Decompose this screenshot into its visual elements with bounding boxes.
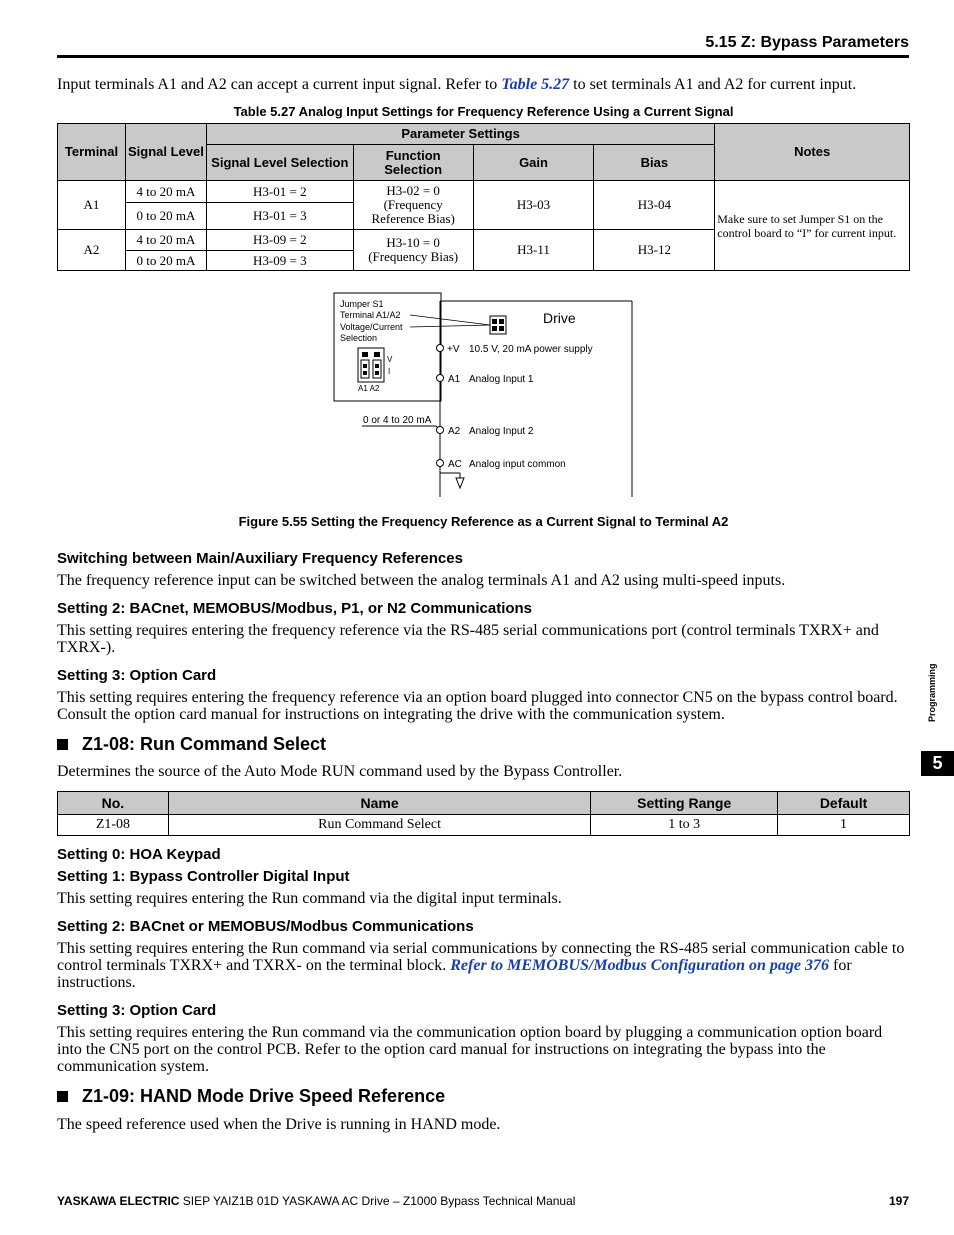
jumper-label-2: Terminal A1/A2 bbox=[340, 310, 401, 320]
jumper-s1-icon bbox=[358, 348, 384, 382]
section-title: 5.15 Z: Bypass Parameters bbox=[705, 34, 909, 51]
cell-name: Run Command Select bbox=[168, 815, 590, 836]
terminal-ac bbox=[437, 460, 444, 467]
pointer-line bbox=[410, 325, 490, 327]
z1-08-table bbox=[57, 791, 910, 836]
footer bbox=[57, 1194, 575, 1208]
switching-body: The frequency reference input can be switched between the analog terminals A1 and A2 using multi-speed inputs. bbox=[57, 572, 786, 589]
terminal-pv bbox=[437, 345, 444, 352]
jumper-v-label: V bbox=[387, 355, 393, 364]
ac-desc: Analog input common bbox=[469, 459, 566, 470]
section-bullet-icon bbox=[57, 1091, 68, 1102]
z1-08-body: Determines the source of the Auto Mode RUN command used by the Bypass Controller. bbox=[57, 763, 623, 780]
cell-function: H3-10 = 0 (Frequency Bias) bbox=[353, 230, 473, 271]
jumper-a1a2-label: A1 A2 bbox=[358, 384, 380, 393]
wiring-figure bbox=[0, 280, 954, 505]
setting2-comm-body: This setting requires entering the frequency reference via the RS-485 serial communications port (control terminals TXRX+ and TXRX-). bbox=[57, 622, 879, 656]
setting1-heading: Setting 1: Bypass Controller Digital Input bbox=[57, 868, 350, 885]
intro-text: Input terminals A1 and A2 can accept a current input signal. Refer to bbox=[57, 76, 502, 93]
header-no: No. bbox=[58, 792, 169, 815]
z1-09-body: The speed reference used when the Drive is running in HAND mode. bbox=[57, 1116, 501, 1133]
setting3-run-heading: Setting 3: Option Card bbox=[57, 1002, 217, 1019]
z1-09-heading bbox=[57, 1086, 445, 1107]
table-caption: Table 5.27 Analog Input Settings for Frequency Reference Using a Current Signal bbox=[233, 104, 734, 119]
header-notes: Notes bbox=[715, 124, 910, 181]
a2-desc: Analog Input 2 bbox=[469, 426, 534, 437]
cell-range: 1 to 3 bbox=[591, 815, 778, 836]
setting2-run-text-after: for instructions. bbox=[57, 957, 852, 991]
a1-desc: Analog Input 1 bbox=[469, 374, 534, 385]
header-signal-level: Signal Level bbox=[125, 124, 206, 181]
cell-level: 4 to 20 mA bbox=[125, 181, 206, 203]
jumper-i-label: I bbox=[388, 367, 391, 376]
header-signal-level-selection: Signal Level Selection bbox=[206, 145, 353, 181]
header-rule bbox=[57, 55, 909, 58]
chapter-tab: 5 bbox=[921, 751, 954, 776]
cell-terminal: A2 bbox=[58, 230, 126, 271]
table-row bbox=[58, 815, 910, 836]
analog-input-table bbox=[57, 123, 910, 271]
a1-label: A1 bbox=[448, 374, 461, 385]
drive-label: Drive bbox=[543, 310, 576, 326]
intro-text-after: to set terminals A1 and A2 for current input. bbox=[569, 76, 857, 93]
cell-level: 0 to 20 mA bbox=[125, 251, 206, 271]
cell-default: 1 bbox=[778, 815, 910, 836]
cell-level: 0 to 20 mA bbox=[125, 203, 206, 230]
cell-level: 4 to 20 mA bbox=[125, 230, 206, 251]
header-default: Default bbox=[778, 792, 910, 815]
setting0-heading: Setting 0: HOA Keypad bbox=[57, 846, 221, 863]
z1-09-heading-text: Z1-09: HAND Mode Drive Speed Reference bbox=[82, 1086, 446, 1106]
chapter-tab-label: Programming bbox=[927, 663, 937, 722]
jumper-label-4: Selection bbox=[340, 333, 378, 343]
switching-heading: Switching between Main/Auxiliary Frequency References bbox=[57, 550, 463, 567]
setting3-run-body: This setting requires entering the Run command via the communication option board by plugging a communication option board into the CN5 port on the control PCB. Refer to the option card manual for instructions on integrating the bypass into the communication system. bbox=[57, 1024, 883, 1075]
setting2-run-body bbox=[57, 940, 910, 991]
ground-symbol-icon bbox=[440, 467, 464, 488]
section-bullet-icon bbox=[57, 739, 68, 750]
pv-desc: 10.5 V, 20 mA power supply bbox=[469, 344, 593, 355]
setting2-run-text: This setting requires entering the Run command via serial communications by connecting the RS-485 serial communication cable to control terminals TXRX+ and TXRX- on the terminal block. bbox=[57, 940, 905, 974]
header-bias: Bias bbox=[594, 145, 715, 181]
header-terminal: Terminal bbox=[58, 124, 126, 181]
header-name: Name bbox=[168, 792, 590, 815]
cell-gain: H3-11 bbox=[473, 230, 594, 271]
intro-paragraph bbox=[57, 76, 910, 93]
setting3-option-body: This setting requires entering the frequency reference via an option board plugged into connector CN5 on the bypass control board. Consult the option card manual for instructions on integrating the drive with the communication system. bbox=[57, 689, 898, 723]
terminal-a1 bbox=[437, 375, 444, 382]
cell-selection: H3-01 = 2 bbox=[206, 181, 353, 203]
cell-bias: H3-12 bbox=[594, 230, 715, 271]
cell-selection: H3-09 = 3 bbox=[206, 251, 353, 271]
cell-notes: Make sure to set Jumper S1 on the control board to “I” for current input. bbox=[715, 181, 910, 271]
cell-function: H3-02 = 0 (Frequency Reference Bias) bbox=[353, 181, 473, 230]
setting2-run-heading: Setting 2: BACnet or MEMOBUS/Modbus Communications bbox=[57, 918, 474, 935]
header-function-selection: Function Selection bbox=[353, 145, 473, 181]
terminal-a2 bbox=[437, 427, 444, 434]
cell-no: Z1-08 bbox=[58, 815, 169, 836]
small-jumper-icon bbox=[490, 316, 506, 334]
current-signal-label: 0 or 4 to 20 mA bbox=[363, 415, 432, 426]
footer-brand: YASKAWA ELECTRIC bbox=[57, 1194, 180, 1208]
jumper-label-1: Jumper S1 bbox=[340, 299, 384, 309]
pointer-line bbox=[410, 315, 490, 325]
setting1-body: This setting requires entering the Run command via the digital input terminals. bbox=[57, 890, 562, 907]
pv-label: +V bbox=[447, 344, 460, 355]
footer-doc: SIEP YAIZ1B 01D YASKAWA AC Drive – Z1000 Bypass Technical Manual bbox=[179, 1194, 576, 1208]
cell-selection: H3-09 = 2 bbox=[206, 230, 353, 251]
table-row bbox=[58, 181, 910, 203]
cell-selection: H3-01 = 3 bbox=[206, 203, 353, 230]
cell-gain: H3-03 bbox=[473, 181, 594, 230]
setting3-option-heading: Setting 3: Option Card bbox=[57, 667, 217, 684]
a2-label: A2 bbox=[448, 426, 461, 437]
jumper-label-3: Voltage/Current bbox=[340, 322, 403, 332]
z1-08-heading-text: Z1-08: Run Command Select bbox=[82, 734, 327, 754]
figure-caption: Figure 5.55 Setting the Frequency Reference as a Current Signal to Terminal A2 bbox=[238, 514, 729, 529]
header-gain: Gain bbox=[473, 145, 594, 181]
header-parameter-settings: Parameter Settings bbox=[206, 124, 714, 145]
cell-bias: H3-04 bbox=[594, 181, 715, 230]
page-number: 197 bbox=[888, 1194, 909, 1208]
table-5-27-link[interactable]: Table 5.27 bbox=[501, 76, 570, 93]
z1-08-heading bbox=[57, 734, 326, 755]
setting2-comm-heading: Setting 2: BACnet, MEMOBUS/Modbus, P1, or N2 Communications bbox=[57, 600, 533, 617]
ac-label: AC bbox=[448, 459, 462, 470]
header-setting-range: Setting Range bbox=[591, 792, 778, 815]
memobus-config-link[interactable]: Refer to MEMOBUS/Modbus Configuration on page 376 bbox=[450, 957, 829, 974]
cell-terminal: A1 bbox=[58, 181, 126, 230]
